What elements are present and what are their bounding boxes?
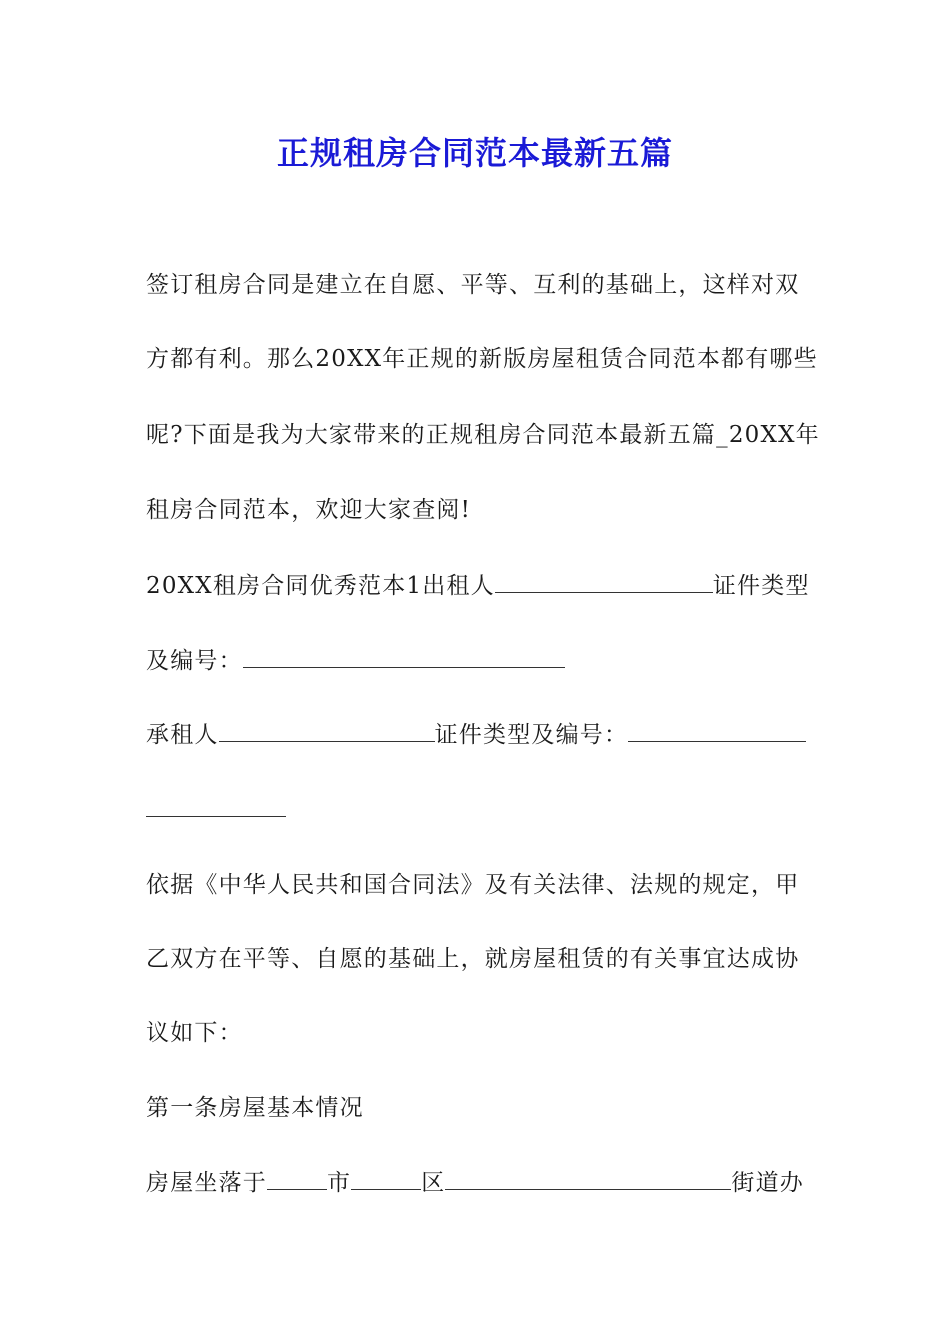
district-label: 区	[421, 1170, 446, 1196]
basis-line-1: 依据《中华人民共和国合同法》及有关法律、法规的规定，甲	[146, 872, 800, 898]
id-number-label: 及编号：	[146, 648, 243, 674]
landlord-name-blank	[495, 570, 713, 593]
article-1-title: 第一条房屋基本情况	[146, 1095, 364, 1121]
landlord-line	[146, 570, 810, 601]
tenant-name-blank	[219, 719, 435, 742]
tenant-id-continued-line	[146, 794, 806, 825]
landlord-label: 20XX租房合同优秀范本1出租人	[146, 573, 495, 599]
basis-line-2: 乙双方在平等、自愿的基础上，就房屋租赁的有关事宜达成协	[146, 946, 800, 972]
tenant-label: 承租人	[146, 722, 219, 748]
landlord-id-blank	[243, 645, 565, 668]
intro-line-2: 方都有利。那么20XX年正规的新版房屋租赁合同范本都有哪些	[146, 346, 818, 372]
city-label: 市	[327, 1170, 352, 1196]
street-blank	[445, 1167, 731, 1190]
tenant-line	[146, 719, 806, 750]
document-title: 正规租房合同范本最新五篇	[276, 134, 673, 172]
intro-line-1: 签订租房合同是建立在自愿、平等、互利的基础上，这样对双	[146, 272, 800, 298]
id-type-label: 证件类型	[712, 573, 810, 599]
tenant-id-blank-continued	[146, 794, 286, 817]
street-office-label: 街道办	[731, 1170, 805, 1196]
tenant-id-blank	[628, 719, 806, 742]
location-label: 房屋坐落于	[146, 1170, 267, 1196]
landlord-id-line	[146, 645, 806, 676]
intro-line-3: 呢?下面是我为大家带来的正规租房合同范本最新五篇_20XX年	[146, 422, 820, 448]
tenant-id-label: 证件类型及编号：	[434, 722, 629, 748]
basis-line-3: 议如下：	[146, 1020, 243, 1046]
location-line	[146, 1167, 806, 1198]
district-blank	[351, 1167, 421, 1190]
city-blank	[267, 1167, 327, 1190]
intro-line-4: 租房合同范本，欢迎大家查阅!	[146, 497, 472, 523]
